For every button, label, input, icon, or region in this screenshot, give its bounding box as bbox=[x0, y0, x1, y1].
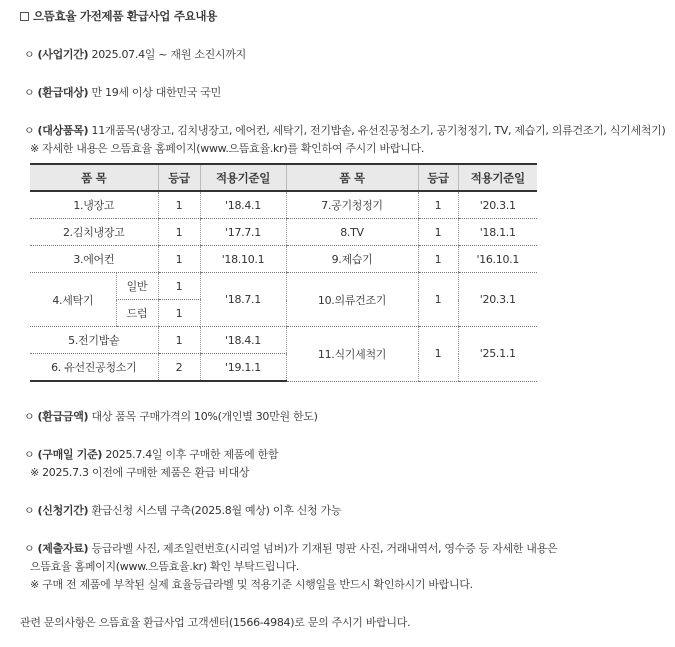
checkbox-square-icon bbox=[20, 12, 29, 21]
docs-line bbox=[24, 540, 557, 556]
grade-cell: 1 bbox=[158, 327, 200, 354]
table-row bbox=[30, 191, 537, 219]
purchase-line bbox=[24, 446, 278, 462]
item-cell: 6. 유선진공청소기 bbox=[30, 354, 158, 382]
grade-cell: 1 bbox=[418, 273, 458, 327]
date-cell: '19.1.1 bbox=[200, 354, 286, 382]
items-text: 11개품목(냉장고, 김치냉장고, 에어컨, 세탁기, 전기밥솥, 유선진공청소기, 공기청정기, TV, 제습기, 의류건조기, 식기세척기) bbox=[88, 124, 666, 137]
period-tag: (사업기간) bbox=[37, 48, 89, 61]
item-cell: 1.냉장고 bbox=[30, 191, 158, 219]
table-header-row bbox=[30, 164, 537, 191]
item-cell: 7.공기청정기 bbox=[286, 191, 418, 219]
date-cell: '20.3.1 bbox=[458, 273, 537, 327]
apply-tag: (신청기간) bbox=[37, 504, 89, 517]
purchase-text: 2025.7.4일 이후 구매한 제품에 한함 bbox=[102, 448, 279, 461]
purchase-note: ※ 2025.7.3 이전에 구매한 제품은 환급 비대상 bbox=[30, 466, 250, 479]
item-cell: 10.의류건조기 bbox=[286, 273, 418, 327]
col-header-date: 적용기준일 bbox=[458, 164, 537, 191]
date-cell: '18.7.1 bbox=[200, 273, 286, 327]
grade-cell: 2 bbox=[158, 354, 200, 382]
amount-tag: (환급금액) bbox=[37, 410, 89, 423]
item-cell: 8.TV bbox=[286, 219, 418, 246]
col-header-grade: 등급 bbox=[418, 164, 458, 191]
items-table bbox=[30, 163, 537, 382]
target-tag: (환급대상) bbox=[37, 86, 89, 99]
grade-cell: 1 bbox=[158, 300, 200, 327]
period-line bbox=[24, 46, 246, 62]
grade-cell: 1 bbox=[418, 327, 458, 382]
grade-cell: 1 bbox=[158, 219, 200, 246]
apply-text: 환급신청 시스템 구축(2025.8월 예상) 이후 신청 가능 bbox=[88, 504, 342, 517]
bullet-icon: ㅇ bbox=[24, 124, 35, 137]
date-cell: '18.4.1 bbox=[200, 191, 286, 219]
purchase-tag: (구매일 기준) bbox=[37, 448, 103, 461]
items-note: ※ 자세한 내용은 으뜸효율 홈페이지(www.으뜸효율.kr)를 확인하여 주시기 바랍니다. bbox=[30, 142, 425, 155]
item-cell: 11.식기세척기 bbox=[286, 327, 418, 382]
grade-cell: 1 bbox=[158, 191, 200, 219]
contact-line: 관련 문의사항은 으뜸효율 환급사업 고객센터(1566-4984)로 문의 주시기 바랍니다. bbox=[20, 616, 411, 629]
grade-cell: 1 bbox=[158, 246, 200, 273]
col-header-grade: 등급 bbox=[158, 164, 200, 191]
sub-item-cell: 일반 bbox=[116, 273, 158, 300]
table-row bbox=[30, 219, 537, 246]
amount-text: 대상 품목 구매가격의 10%(개인별 30만원 한도) bbox=[88, 410, 318, 423]
col-header-item: 품 목 bbox=[286, 164, 418, 191]
table-row bbox=[30, 327, 537, 354]
date-cell: '20.3.1 bbox=[458, 191, 537, 219]
notice-title bbox=[20, 8, 217, 24]
item-cell: 3.에어컨 bbox=[30, 246, 158, 273]
bullet-icon: ㅇ bbox=[24, 542, 35, 555]
docs-text-continued: 으뜸효율 홈페이지(www.으뜸효율.kr) 확인 부탁드립니다. bbox=[30, 560, 300, 573]
grade-cell: 1 bbox=[418, 246, 458, 273]
date-cell: '25.1.1 bbox=[458, 327, 537, 382]
col-header-item: 품 목 bbox=[30, 164, 158, 191]
date-cell: '18.1.1 bbox=[458, 219, 537, 246]
table-row bbox=[30, 246, 537, 273]
items-tag: (대상품목) bbox=[37, 124, 89, 137]
sub-item-cell: 드럼 bbox=[116, 300, 158, 327]
grade-cell: 1 bbox=[158, 273, 200, 300]
date-cell: '18.10.1 bbox=[200, 246, 286, 273]
item-cell: 2.김치냉장고 bbox=[30, 219, 158, 246]
docs-text: 등급라벨 사진, 제조일련번호(시리얼 넘버)가 기재된 명판 사진, 거래내역서, 영수증 등 자세한 내용은 bbox=[88, 542, 558, 555]
notice-title-text: 으뜸효율 가전제품 환급사업 주요내용 bbox=[33, 9, 218, 23]
target-line bbox=[24, 84, 221, 100]
target-text: 만 19세 이상 대한민국 국민 bbox=[88, 86, 221, 99]
apply-line bbox=[24, 502, 341, 518]
docs-note: ※ 구매 전 제품에 부착된 실제 효율등급라벨 및 적용기준 시행일을 반드시 확인하시기 바랍니다. bbox=[30, 578, 473, 591]
bullet-icon: ㅇ bbox=[24, 410, 35, 423]
item-cell: 5.전기밥솥 bbox=[30, 327, 158, 354]
date-cell: '17.7.1 bbox=[200, 219, 286, 246]
bullet-icon: ㅇ bbox=[24, 86, 35, 99]
item-cell: 9.제습기 bbox=[286, 246, 418, 273]
date-cell: '18.4.1 bbox=[200, 327, 286, 354]
amount-line bbox=[24, 408, 318, 424]
grade-cell: 1 bbox=[418, 219, 458, 246]
item-cell: 4.세탁기 bbox=[30, 273, 116, 327]
grade-cell: 1 bbox=[418, 191, 458, 219]
bullet-icon: ㅇ bbox=[24, 504, 35, 517]
date-cell: '16.10.1 bbox=[458, 246, 537, 273]
bullet-icon: ㅇ bbox=[24, 448, 35, 461]
docs-tag: (제출자료) bbox=[37, 542, 89, 555]
period-text: 2025.07.4일 ~ 재원 소진시까지 bbox=[88, 48, 246, 61]
table-row bbox=[30, 273, 537, 300]
bullet-icon: ㅇ bbox=[24, 48, 35, 61]
col-header-date: 적용기준일 bbox=[200, 164, 286, 191]
items-line bbox=[24, 122, 665, 138]
